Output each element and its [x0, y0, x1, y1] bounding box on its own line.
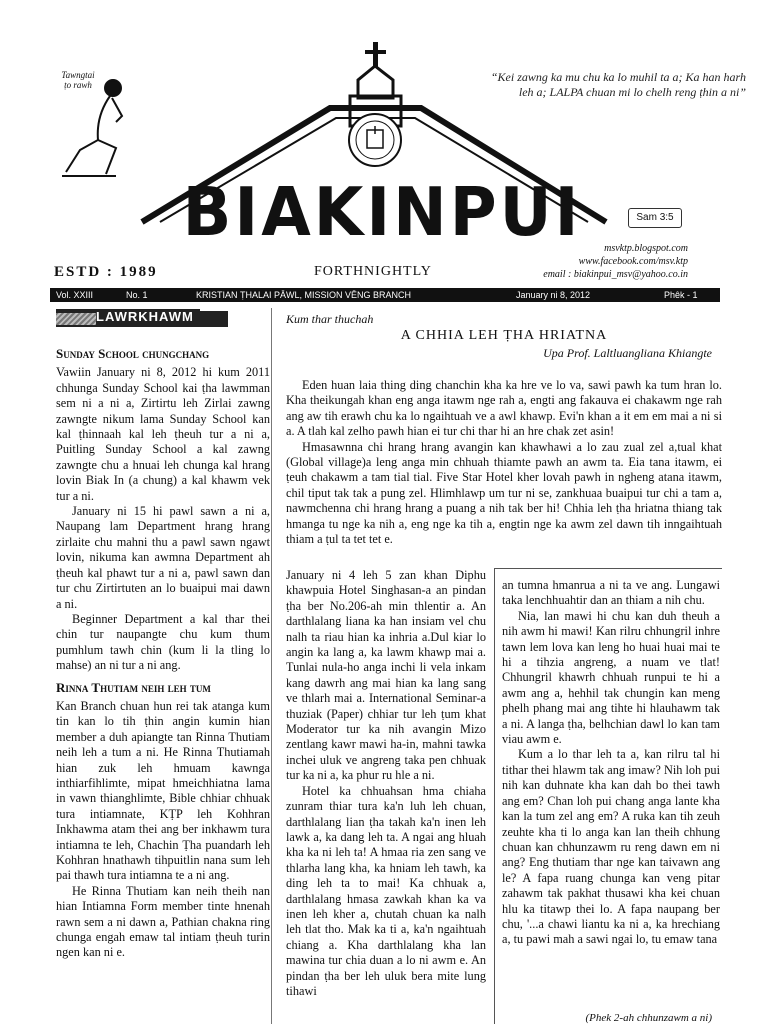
paragraph: an tumna hmanrua a ni ta ve ang. Lungawi taka lenchhuahtir dan an thiam a nih chu. [502, 578, 720, 608]
paragraph: Hotel ka chhuahsan hma chiaha zunram thiar tura ka'n luh leh chuan, darthlalang lian ṭha takah ka'n inen leh lawk a, ka dang leh ta. A ngai ang hluah kha ka ni leh ta! A hmaa ria zen sang ve thlarha lang kha, ka hniam leh tawh, ka ding leh ta to mai! Ka chhuak a, darthlalang hmasa zawkah khan ka va inen leh kher a, chutah chuan ka nalh leh tlat tho. Mak ka ti a, ka'n ngaihtuah chiang a. Kha darthlalang kha lan mawina tur chia duan a lo ni awm e. An pindan ṭha ber leh uluk bera mite lung tihawi [286, 783, 486, 998]
paragraph: Vawiin January ni 8, 2012 hi kum 2011 chhunga Sunday School kai ṭha lawmman sem ni a ni a, Zirtirtu leh Zirlai zawng zawngte nikum lama Sunday School kan kal ṭhinnaah kal leh ṭheuh tur a ni a, Puitling Sunday School a kal zawng zawngte chu a hnuai leh chunga kal hrang lovin Biak In (a chung) a kal khawm vek tur a ni. [56, 365, 270, 503]
paragraph: Kan Branch chuan hun rei tak atanga kum tin kan lo tih ṭhin angin kumin hian member a duh apiangte tan Rinna Thutiam neih leh a tum a ni. He Rinna Thutiamah hian zuk leh hmuam kawnga inthiarfihlimte, mipat hmeichhiatna lama in vawn thianghlimte, Bible chhiar chhuak tura intiamnate, KṬP leh Kohhran Inkhawma atam thei ang ber inkhawm tura intiamna te leh, Chachin Ṭha puandarh leh Kohhran hnathawh tihpuitlin nana sum leh pai thawh tura intiamna te a ni ang. [56, 698, 270, 883]
established-year: ESTD : 1989 [54, 264, 158, 280]
paragraph: Kum a lo thar leh ta a, kan rilru tal hi tithar thei hlawm tak ang imaw? Nih loh pui nih kan duhnate kha kan dah bo thei tawh ang em? Chan loh pui chang anga lante kha kan la tum zel ang em? A ruka kan tih zeuh zeuhte kha ti lo anga kan lan theih chhung chuan kan chhunzawm ru reng dawn em ni ang? Eng thutiam thar nge kan taivawn ang le? A fapa ruang chunga kan veng pitar zahawm tak pakhat thusawi kha kei chuan hlu ka titawp thei lo. A fapa naupang ber chu, '...a chawi liantu ka ni a, ka hrechiang a, tu pawi mah a sawi ngai lo, tu emaw tana [502, 747, 720, 947]
paragraph: January ni 15 hi pawl sawn a ni a, Naupang lam Department hrang hrang zirlaite chu mahni thu a pawl sawn ngawt lovin, nikuma kan awmna Department ah ṭheuh kal phawt tur a ni a, pawl sawn dan tur chu Zirtirtuten an lo buaipui mai dawn a ni. [56, 504, 270, 611]
blog-link[interactable]: msvktp.blogspot.com [604, 243, 688, 254]
email-link[interactable]: email : biakinpui_msv@yahoo.co.in [543, 269, 688, 280]
contact-block [543, 242, 688, 281]
article-kicker: Kum thar thuchah [286, 312, 374, 326]
left-column [56, 340, 270, 961]
masthead-title: BIAKINPUI [182, 174, 582, 252]
paragraph: Nia, lan mawi hi chu kan duh theuh a nih awm hi mawi! Kan rilru chhungril inhre tawn lem lova kan leng ho huai huai mai te hi a tihzia angreng, a nuam ve tlat! Chhungril khawrh chhuah runpui te hi a awm ang a, hehhil tak chungin kan meng phelh phang mai ang tihte hi hlauhawm tak a ni. A langa ṭha, belhchian dawl lo kan tam viau awm e. [502, 608, 720, 747]
article-intro [286, 378, 722, 547]
praying-figure-icon [62, 80, 122, 176]
issue-bar [50, 288, 720, 302]
subheading-rinna-thutiam: Rinna Thutiam neih leh tum [56, 679, 211, 695]
column-divider [494, 568, 722, 569]
issue-date: January ni 8, 2012 [516, 290, 591, 300]
paragraph: Eden huan laia thing ding chanchin kha ka hre ve lo va, sawi pawh ka tum hran lo. Kha theikungah khan eng anga itawm nge rah a, engti ang fakauva ei chakawm nge rah ang aw tih erawh chu ka lo ngaihtuah ve a awl khawp. Evi'n khan a it em em mai a ni si a. A tlah kal zelho pawh hian ei tur chi thar hi an hre chak zet asin! [286, 378, 722, 439]
column-divider [494, 568, 495, 1024]
section-heading: LAWRKHAWM [56, 309, 200, 324]
prayer-label: Tawngtai ṭo rawh [61, 70, 95, 90]
paragraph: Beginner Department a kal thar thei chin tur naupangte chu kum thum pumhlum tawh chin (kum li la tling lo mahse) an ni tur a ni ang. [56, 611, 270, 673]
continued-note: (Phek 2-ah chhunzawm a ni) [585, 1012, 712, 1024]
paragraph: He Rinna Thutiam kan neih theih nan hian Intiamna Form member tinte hnenah rawn sem a ni dawn a, Pathian chakna ring chunga engah emaw tal intiam ṭheuh turin ngen kan ni e. [56, 883, 270, 960]
scripture-badge: Sam 3:5 [628, 208, 682, 228]
facebook-link[interactable]: www.facebook.com/msv.ktp [578, 256, 688, 267]
issue-number: No. 1 [126, 290, 148, 300]
volume: Vol. XXIII [56, 290, 94, 300]
article-column-left [286, 568, 486, 999]
heading-stripe [56, 313, 96, 325]
frequency-label: FORTHNIGHTLY [314, 264, 432, 279]
column-divider [271, 308, 272, 1024]
masthead-quote: “Kei zawng ka mu chu ka lo muhil ta a; Ka han harh leh a; LALPA chuan mi lo chelh reng ṭhin a ni” [490, 70, 746, 99]
article-title: A CHHIA LEH ṬHA HRIATNA [400, 328, 608, 343]
paragraph: January ni 4 leh 5 zan khan Diphu khawpuia Hotel Singhasan-a an pindan ṭha ber No.206-ah min thlentir a. An darthlalang liana ka han insiam vel chu nalh ta riau hian ka inhria a.Dul kiar lo angin ka lang a, ka lawm khawp mai a. Tunlai nula-ho anga inchi li vela inkam kang dawrh ang mai hian ka lang sang ve thlarh mai a. International Seminar-a thuziak (Paper) chhiar tur leh ṭum khat Moderator tur ka nih avangin Mizo zentlang kawr mawi ha-in, mahni tawka inchei uluk ve angreng taka pen chhuak tur ka ni a, ka phur ru hle a ni. [286, 568, 486, 783]
paragraph: Hmasawnna chi hrang hrang avangin kan khawhawi a lo zau zual zel a,tual khat (Global village)a leng anga min chhuah thiamte pawh an awm ta. Eia tana itawm, ei ṭeuh chakawm a tam tial tial. Five Star Hotel kher lovah pawh in ngheng atana itawm, chil tiput tak tak a pung zel. Hlimhlawp um tur ni se, zankhuaa buaipui tur chi a tam a, nawmchenna chi hrang hrang a puang a nih tak ber hi! Chhia leh ṭha hriatna thiang tak hmanga tu nge ka nih a, eng nge ka tih a, engtin nge ka awm zel dawn tih inngaihtuah thiam a ṭul ta tet tet e. [286, 439, 722, 547]
branch-name: KRISTIAN ṬHALAI PĀWL, MISSION VĒNG BRANCH [196, 290, 412, 300]
subheading-sunday-school: Sunday School chungchang [56, 346, 210, 361]
article-column-right [502, 578, 720, 948]
page-number: Phêk - 1 [664, 290, 698, 300]
article-author: Upa Prof. Laltluangliana Khiangte [543, 346, 712, 360]
